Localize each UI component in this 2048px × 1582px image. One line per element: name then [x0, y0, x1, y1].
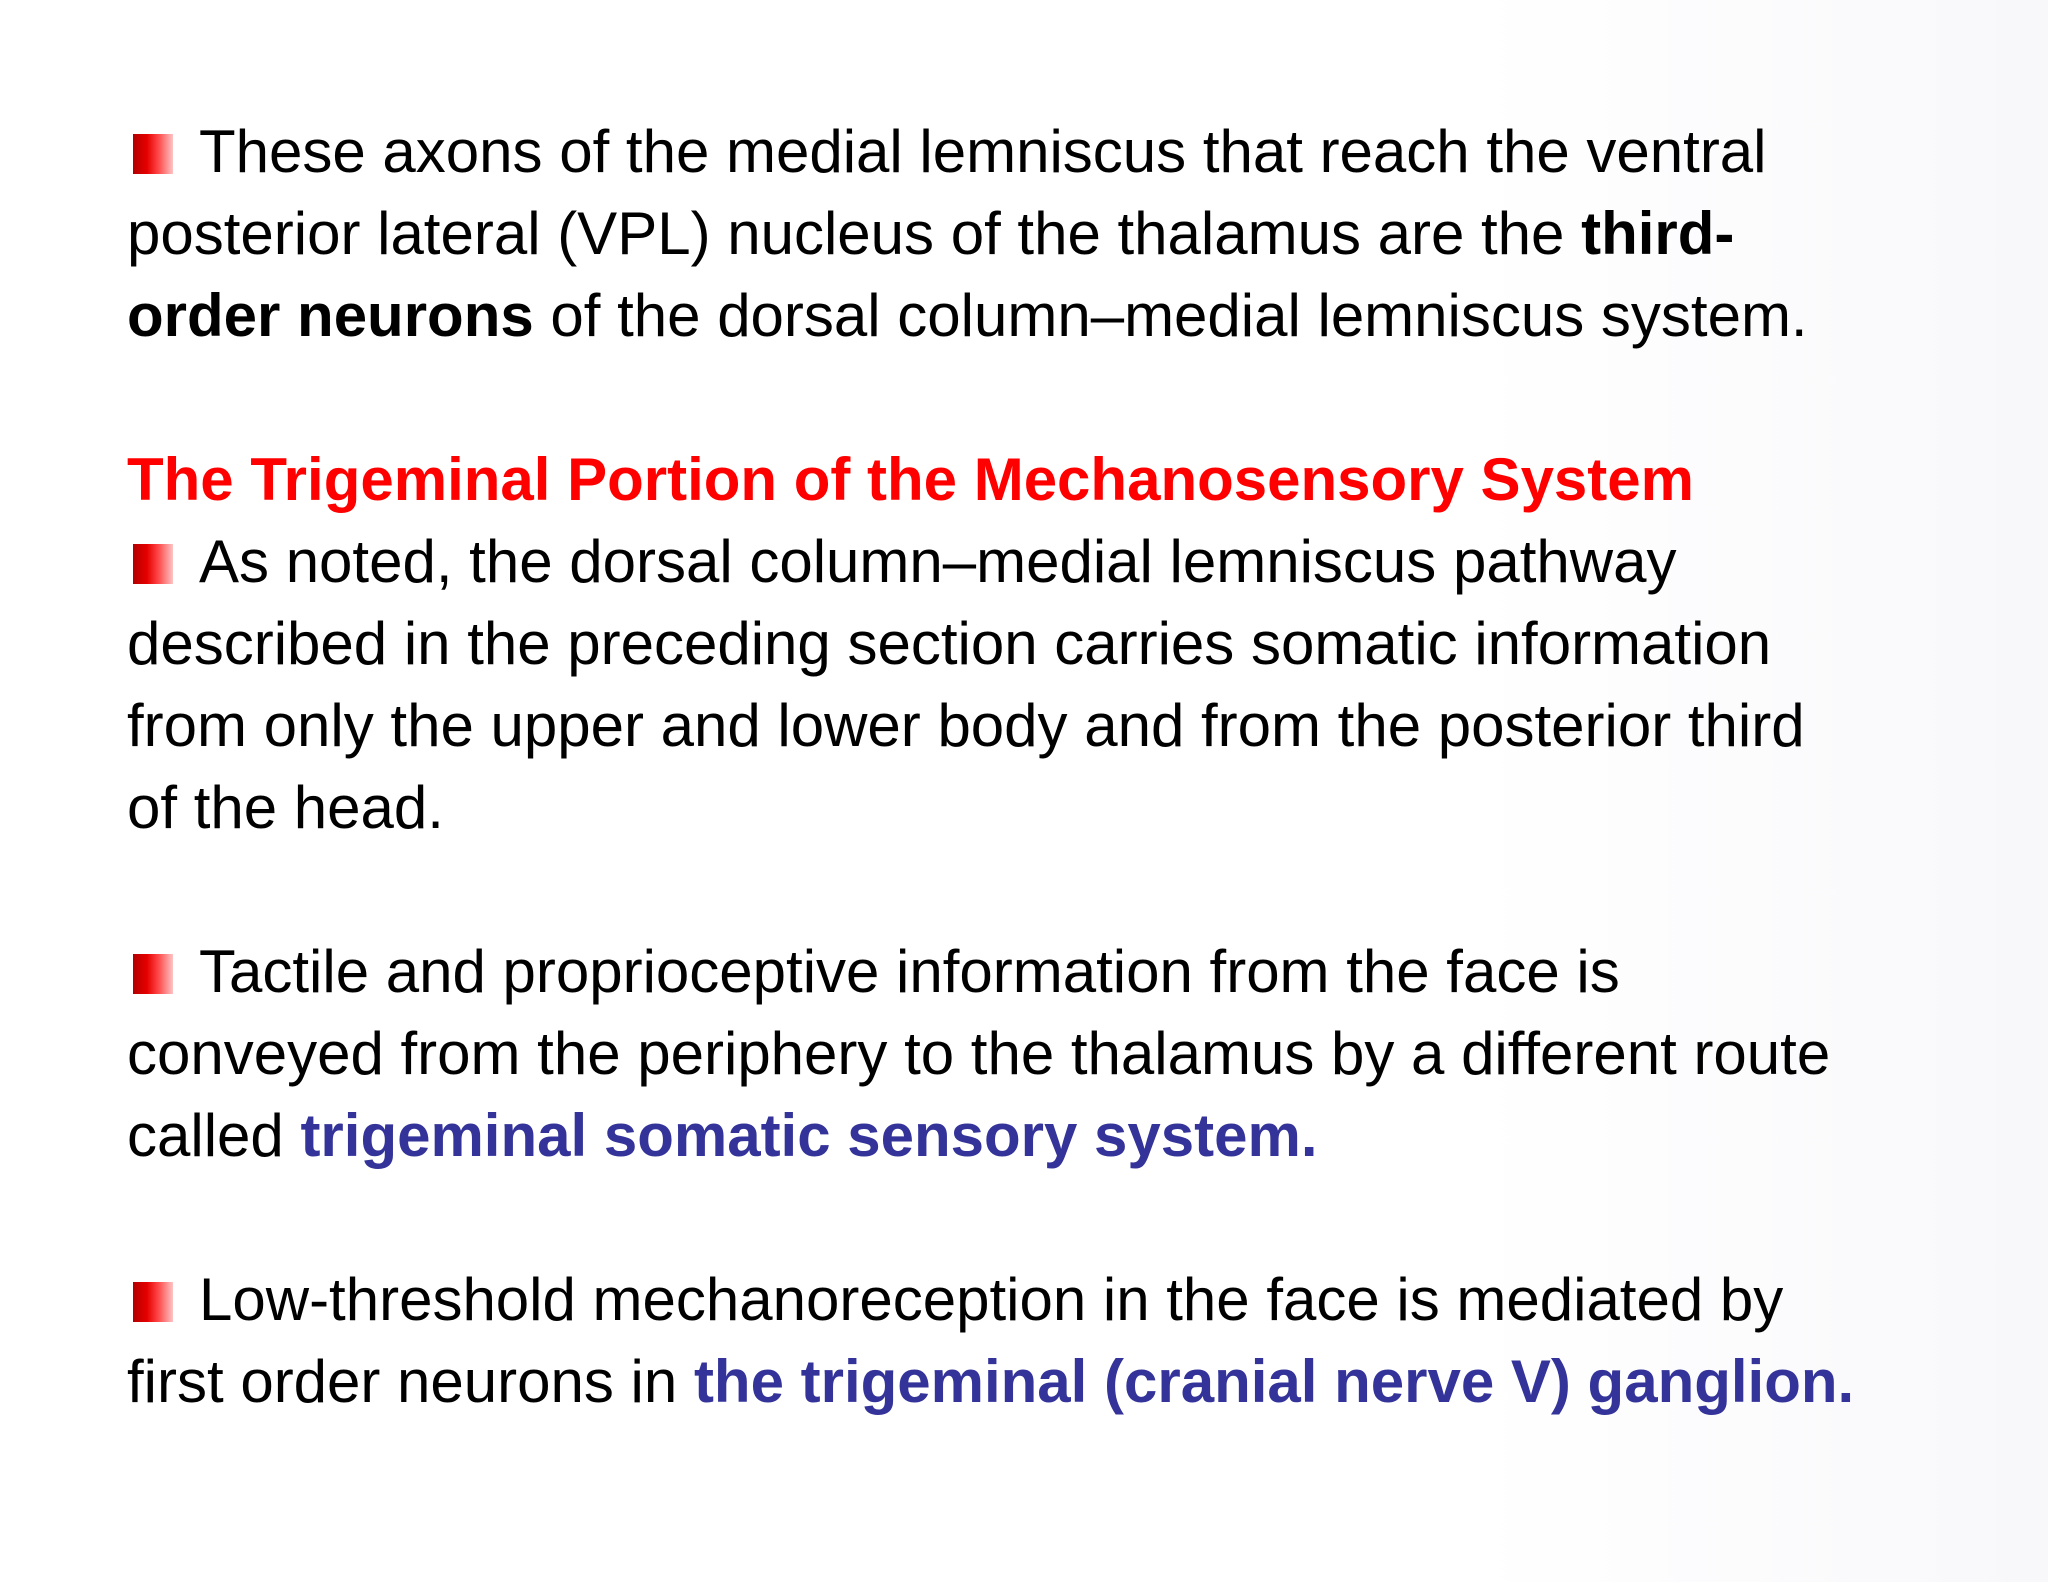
paragraph-line: conveyed from the periphery to the thalamus by a different route — [127, 1020, 1831, 1087]
paragraph-text: These axons of the medial lemniscus that reach the ventral — [199, 118, 1767, 185]
paragraph-line — [127, 111, 1997, 193]
paragraph-line — [127, 1341, 1997, 1423]
bold-term: order neurons — [127, 282, 534, 349]
paragraph-text: As noted, the dorsal column–medial lemniscus pathway — [199, 528, 1677, 595]
section-heading: The Trigeminal Portion of the Mechanosensory System — [127, 446, 1695, 513]
red-square-bullet-icon — [133, 954, 173, 994]
paragraph-text: of the dorsal column–medial lemniscus system. — [533, 282, 1808, 349]
paragraph-text: Low-threshold mechanoreception in the face is mediated by — [199, 1266, 1784, 1333]
highlighted-punctuation: . — [1300, 1102, 1318, 1169]
paragraph-line — [127, 521, 1997, 603]
bold-term: third- — [1581, 200, 1735, 267]
paragraph-line — [127, 193, 1997, 275]
paragraph-text: first order neurons in — [127, 1348, 694, 1415]
highlighted-term: the trigeminal (cranial nerve V) ganglion. — [693, 1348, 1855, 1415]
red-square-bullet-icon — [133, 1282, 173, 1322]
spacer — [127, 849, 1997, 931]
paragraph-line — [127, 931, 1997, 1013]
paragraph-text: posterior lateral (VPL) nucleus of the thalamus are the — [127, 200, 1582, 267]
paragraph-text: Tactile and proprioceptive information from the face is — [199, 938, 1620, 1005]
red-square-bullet-icon — [133, 544, 173, 584]
paragraph-line — [127, 275, 1997, 357]
highlighted-term: trigeminal somatic sensory system — [300, 1102, 1301, 1169]
paragraph-line — [127, 1095, 1997, 1177]
spacer — [127, 357, 1997, 439]
paragraph-line: described in the preceding section carries somatic information — [127, 610, 1772, 677]
paragraph-mechanoreception — [127, 1259, 1997, 1423]
paragraph-dorsal-column-pathway — [127, 521, 1997, 849]
paragraph-vpl-third-order — [127, 111, 1997, 357]
paragraph-text: called — [127, 1102, 301, 1169]
paragraph-face-tactile — [127, 931, 1997, 1177]
paragraph-line: of the head. — [127, 774, 444, 841]
spacer — [127, 1177, 1997, 1259]
red-square-bullet-icon — [133, 134, 173, 174]
paragraph-line: from only the upper and lower body and from the posterior third — [127, 692, 1805, 759]
paragraph-line — [127, 1259, 1997, 1341]
slide-content — [127, 111, 1997, 1423]
